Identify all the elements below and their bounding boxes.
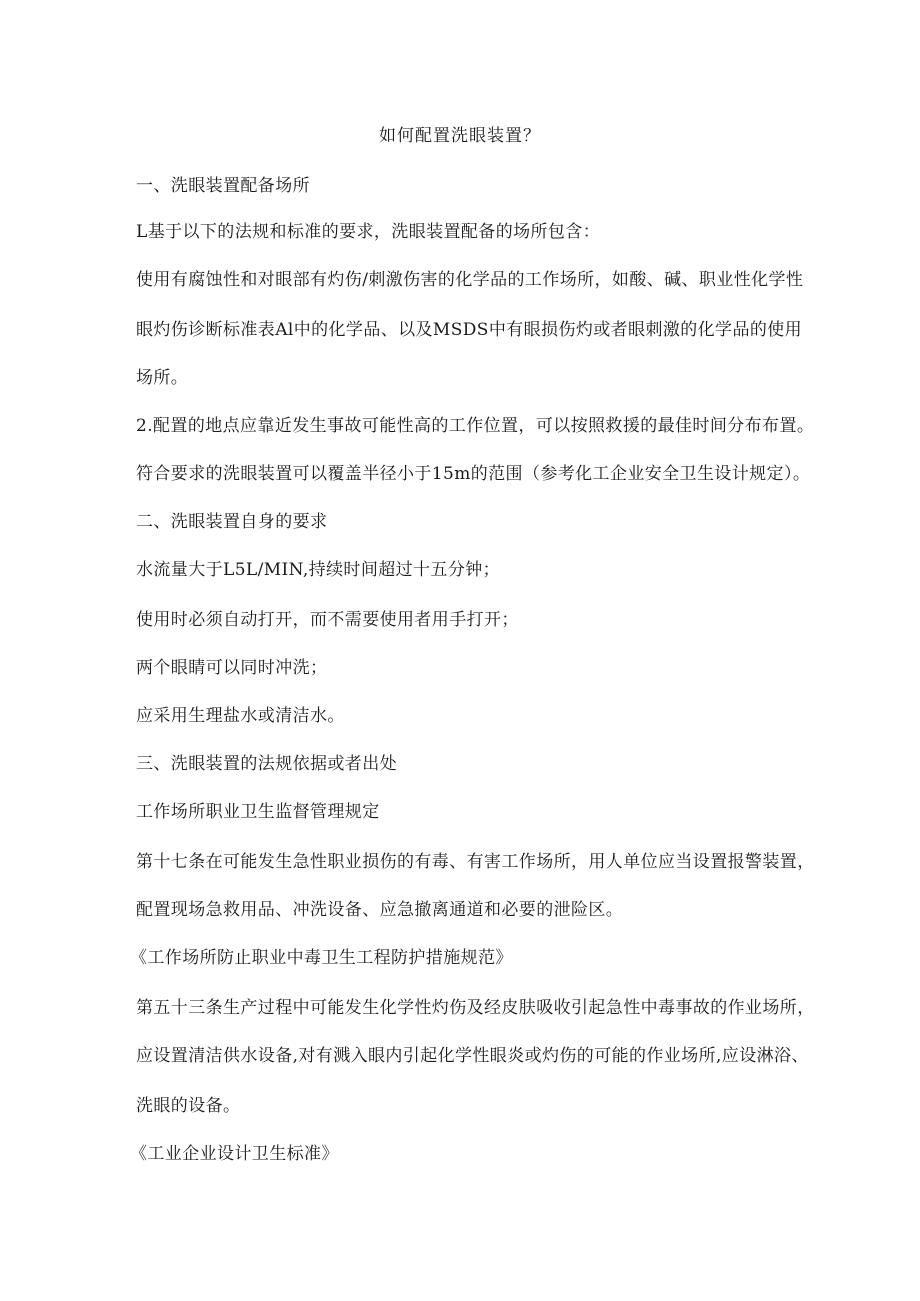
section1-paragraph-3: 2.配置的地点应靠近发生事故可能性高的工作位置，可以按照救援的最佳时间分布布置。 [136, 416, 815, 436]
regulation-1-title: 工作场所职业卫生监督管理规定 [136, 802, 380, 822]
page-title: 如何配置洗眼装置？ [379, 126, 541, 146]
section1-paragraph-4: 符合要求的洗眼装置可以覆盖半径小于15m的范围（参考化工企业安全卫生设计规定）。 [136, 464, 811, 484]
section3-heading: 三、洗眼装置的法规依据或者出处 [136, 754, 397, 774]
section2-item-2: 使用时必须自动打开，而不需要使用者用手打开； [136, 610, 519, 630]
section1-paragraph-2-line-1: 使用有腐蚀性和对眼部有灼伤/刺激伤害的化学品的工作场所，如酸、碱、职业性化学性 [136, 270, 804, 290]
section2-heading: 二、洗眼装置自身的要求 [136, 512, 328, 532]
regulation-2-line-1: 第五十三条生产过程中可能发生化学性灼伤及经皮肤吸收引起急性中毒事故的作业场所， [136, 998, 815, 1018]
regulation-3-title: 《工业企业设计卫生标准》 [130, 1144, 339, 1164]
section2-item-3: 两个眼睛可以同时冲洗； [136, 658, 328, 678]
section1-paragraph-1: L基于以下的法规和标准的要求，洗眼装置配备的场所包含： [136, 222, 601, 242]
regulation-1-line-2: 配置现场急救用品、冲洗设备、应急撤离通道和必要的泄险区。 [136, 900, 624, 920]
section2-item-4: 应采用生理盐水或清洁水。 [136, 706, 345, 726]
section1-paragraph-2-line-3: 场所。 [136, 368, 189, 388]
regulation-2-line-3: 洗眼的设备。 [136, 1096, 241, 1116]
section1-heading: 一、洗眼装置配备场所 [136, 176, 310, 196]
section1-paragraph-2-line-2: 眼灼伤诊断标准表Al中的化学品、以及MSDS中有眼损伤灼或者眼刺激的化学品的使用 [136, 320, 803, 340]
regulation-2-line-2: 应设置清洁供水设备,对有溅入眼内引起化学性眼炎或灼伤的可能的作业场所,应设淋浴、 [136, 1046, 809, 1066]
regulation-2-title: 《工作场所防止职业中毒卫生工程防护措施规范》 [130, 948, 513, 968]
section2-item-1: 水流量大于L5L/MIN,持续时间超过十五分钟； [136, 560, 501, 580]
regulation-1-line-1: 第十七条在可能发生急性职业损伤的有毒、有害工作场所，用人单位应当设置报警装置， [136, 852, 815, 872]
